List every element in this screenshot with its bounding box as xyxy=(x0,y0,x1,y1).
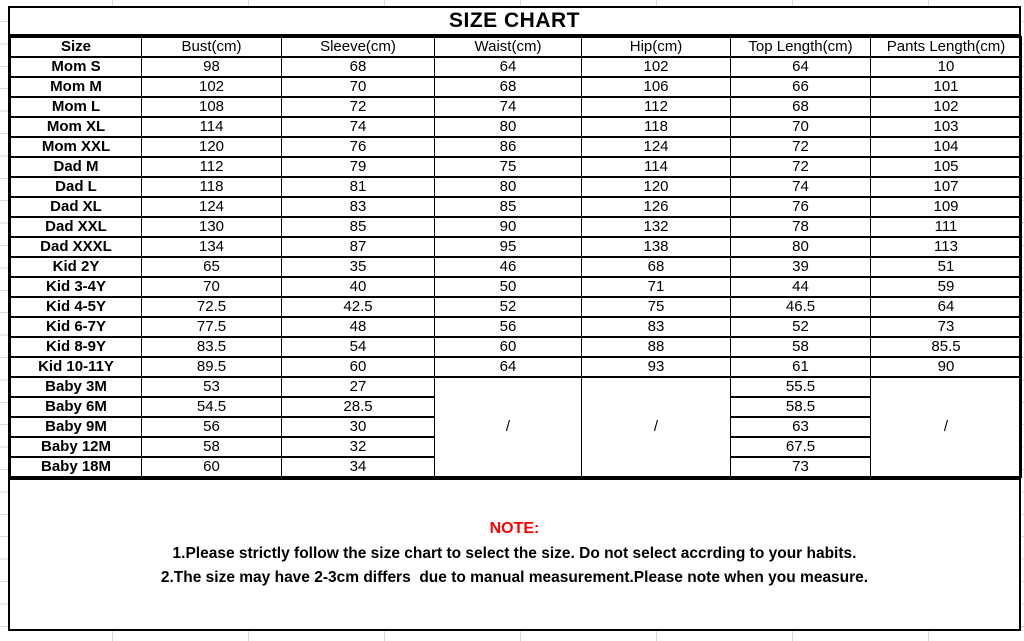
table-cell: 102 xyxy=(142,77,282,97)
table-cell: 70 xyxy=(731,117,871,137)
table-cell: 83.5 xyxy=(142,337,282,357)
table-cell: 101 xyxy=(871,77,1022,97)
page-title: SIZE CHART xyxy=(10,8,1019,36)
table-cell: 72 xyxy=(282,97,435,117)
row-label: Kid 6-7Y xyxy=(11,317,142,337)
table-cell: 76 xyxy=(282,137,435,157)
table-row xyxy=(11,177,1022,197)
table-cell: 58 xyxy=(142,437,282,457)
row-label: Kid 2Y xyxy=(11,257,142,277)
table-cell: 104 xyxy=(871,137,1022,157)
row-label: Mom S xyxy=(11,57,142,77)
table-cell: 85.5 xyxy=(871,337,1022,357)
merged-cell-hip: / xyxy=(582,377,731,477)
table-cell: 111 xyxy=(871,217,1022,237)
table-cell: 42.5 xyxy=(282,297,435,317)
table-cell: 83 xyxy=(282,197,435,217)
table-cell: 124 xyxy=(142,197,282,217)
column-header: Top Length(cm) xyxy=(731,37,871,57)
table-cell: 105 xyxy=(871,157,1022,177)
table-cell: 102 xyxy=(871,97,1022,117)
table-cell: 50 xyxy=(435,277,582,297)
table-cell: 107 xyxy=(871,177,1022,197)
table-cell: 71 xyxy=(582,277,731,297)
table-cell: 80 xyxy=(731,237,871,257)
table-cell: 87 xyxy=(282,237,435,257)
table-cell: 61 xyxy=(731,357,871,377)
table-cell: 72.5 xyxy=(142,297,282,317)
merged-cell-waist: / xyxy=(435,377,582,477)
table-row xyxy=(11,197,1022,217)
table-cell: 76 xyxy=(731,197,871,217)
table-cell: 130 xyxy=(142,217,282,237)
table-cell: 28.5 xyxy=(282,397,435,417)
table-cell: 95 xyxy=(435,237,582,257)
table-row xyxy=(11,137,1022,157)
table-cell: 75 xyxy=(582,297,731,317)
table-cell: 68 xyxy=(435,77,582,97)
table-cell: 54 xyxy=(282,337,435,357)
table-cell: 83 xyxy=(582,317,731,337)
row-label: Baby 6M xyxy=(11,397,142,417)
table-cell: 132 xyxy=(582,217,731,237)
row-label: Kid 10-11Y xyxy=(11,357,142,377)
table-cell: 56 xyxy=(142,417,282,437)
table-cell: 48 xyxy=(282,317,435,337)
table-cell: 60 xyxy=(282,357,435,377)
table-cell: 64 xyxy=(731,57,871,77)
table-cell: 72 xyxy=(731,157,871,177)
column-header: Hip(cm) xyxy=(582,37,731,57)
table-cell: 109 xyxy=(871,197,1022,217)
row-label: Kid 3-4Y xyxy=(11,277,142,297)
table-cell: 73 xyxy=(731,457,871,477)
table-cell: 68 xyxy=(731,97,871,117)
table-cell: 103 xyxy=(871,117,1022,137)
table-cell: 46.5 xyxy=(731,297,871,317)
table-row xyxy=(11,377,1022,397)
table-cell: 64 xyxy=(871,297,1022,317)
table-cell: 79 xyxy=(282,157,435,177)
column-header: Sleeve(cm) xyxy=(282,37,435,57)
table-row xyxy=(11,117,1022,137)
table-cell: 34 xyxy=(282,457,435,477)
table-cell: 60 xyxy=(142,457,282,477)
table-cell: 44 xyxy=(731,277,871,297)
table-cell: 68 xyxy=(282,57,435,77)
table-cell: 93 xyxy=(582,357,731,377)
table-row xyxy=(11,317,1022,337)
row-label: Mom XXL xyxy=(11,137,142,157)
table-cell: 58.5 xyxy=(731,397,871,417)
table-cell: 54.5 xyxy=(142,397,282,417)
table-row xyxy=(11,157,1022,177)
table-cell: 30 xyxy=(282,417,435,437)
note-line-2: 2.The size may have 2-3cm differs due to manual measurement.Please note when you measure. xyxy=(160,568,869,586)
row-label: Baby 12M xyxy=(11,437,142,457)
table-cell: 118 xyxy=(582,117,731,137)
table-cell: 90 xyxy=(435,217,582,237)
header-row xyxy=(11,37,1022,57)
table-cell: 126 xyxy=(582,197,731,217)
table-cell: 73 xyxy=(871,317,1022,337)
table-cell: 64 xyxy=(435,57,582,77)
table-cell: 118 xyxy=(142,177,282,197)
table-cell: 70 xyxy=(142,277,282,297)
column-header: Waist(cm) xyxy=(435,37,582,57)
table-cell: 77.5 xyxy=(142,317,282,337)
merged-cell-pants-length: / xyxy=(871,377,1022,477)
row-label: Mom XL xyxy=(11,117,142,137)
table-cell: 58 xyxy=(731,337,871,357)
table-cell: 27 xyxy=(282,377,435,397)
table-cell: 138 xyxy=(582,237,731,257)
table-row xyxy=(11,277,1022,297)
table-cell: 106 xyxy=(582,77,731,97)
table-cell: 134 xyxy=(142,237,282,257)
table-cell: 114 xyxy=(582,157,731,177)
column-header: Pants Length(cm) xyxy=(871,37,1022,57)
table-cell: 124 xyxy=(582,137,731,157)
table-cell: 108 xyxy=(142,97,282,117)
table-cell: 98 xyxy=(142,57,282,77)
table-cell: 74 xyxy=(435,97,582,117)
table-cell: 59 xyxy=(871,277,1022,297)
table-cell: 60 xyxy=(435,337,582,357)
note-line-1: 1.Please strictly follow the size chart to select the size. Do not select accrding to your habits. xyxy=(172,545,857,563)
column-header: Size xyxy=(11,37,142,57)
table-row xyxy=(11,97,1022,117)
table-cell: 120 xyxy=(582,177,731,197)
table-cell: 80 xyxy=(435,117,582,137)
table-cell: 40 xyxy=(282,277,435,297)
table-cell: 89.5 xyxy=(142,357,282,377)
table-cell: 70 xyxy=(282,77,435,97)
table-row xyxy=(11,257,1022,277)
size-chart-table xyxy=(10,36,1022,478)
table-cell: 112 xyxy=(142,157,282,177)
table-cell: 52 xyxy=(731,317,871,337)
table-cell: 78 xyxy=(731,217,871,237)
size-chart-sheet xyxy=(8,6,1021,631)
table-cell: 64 xyxy=(435,357,582,377)
table-cell: 46 xyxy=(435,257,582,277)
row-label: Baby 18M xyxy=(11,457,142,477)
table-row xyxy=(11,217,1022,237)
note-section xyxy=(10,478,1019,629)
row-label: Kid 4-5Y xyxy=(11,297,142,317)
table-row xyxy=(11,237,1022,257)
row-label: Kid 8-9Y xyxy=(11,337,142,357)
table-cell: 55.5 xyxy=(731,377,871,397)
table-cell: 102 xyxy=(582,57,731,77)
table-cell: 56 xyxy=(435,317,582,337)
table-cell: 75 xyxy=(435,157,582,177)
row-label: Dad M xyxy=(11,157,142,177)
table-cell: 63 xyxy=(731,417,871,437)
row-label: Dad XXL xyxy=(11,217,142,237)
table-cell: 32 xyxy=(282,437,435,457)
table-row xyxy=(11,297,1022,317)
row-label: Dad L xyxy=(11,177,142,197)
table-cell: 53 xyxy=(142,377,282,397)
table-row xyxy=(11,337,1022,357)
table-cell: 85 xyxy=(282,217,435,237)
table-row xyxy=(11,57,1022,77)
row-label: Mom M xyxy=(11,77,142,97)
table-cell: 10 xyxy=(871,57,1022,77)
row-label: Baby 3M xyxy=(11,377,142,397)
table-cell: 86 xyxy=(435,137,582,157)
note-heading: NOTE: xyxy=(489,520,540,538)
table-cell: 88 xyxy=(582,337,731,357)
table-cell: 35 xyxy=(282,257,435,277)
row-label: Baby 9M xyxy=(11,417,142,437)
table-cell: 67.5 xyxy=(731,437,871,457)
table-row xyxy=(11,357,1022,377)
table-cell: 74 xyxy=(731,177,871,197)
table-cell: 74 xyxy=(282,117,435,137)
table-cell: 80 xyxy=(435,177,582,197)
table-cell: 52 xyxy=(435,297,582,317)
table-cell: 120 xyxy=(142,137,282,157)
table-cell: 66 xyxy=(731,77,871,97)
table-cell: 114 xyxy=(142,117,282,137)
table-cell: 90 xyxy=(871,357,1022,377)
table-cell: 72 xyxy=(731,137,871,157)
table-cell: 81 xyxy=(282,177,435,197)
table-cell: 51 xyxy=(871,257,1022,277)
table-cell: 113 xyxy=(871,237,1022,257)
table-cell: 39 xyxy=(731,257,871,277)
table-cell: 68 xyxy=(582,257,731,277)
table-row xyxy=(11,77,1022,97)
table-cell: 65 xyxy=(142,257,282,277)
table-cell: 112 xyxy=(582,97,731,117)
row-label: Dad XXXL xyxy=(11,237,142,257)
column-header: Bust(cm) xyxy=(142,37,282,57)
table-cell: 85 xyxy=(435,197,582,217)
row-label: Mom L xyxy=(11,97,142,117)
row-label: Dad XL xyxy=(11,197,142,217)
